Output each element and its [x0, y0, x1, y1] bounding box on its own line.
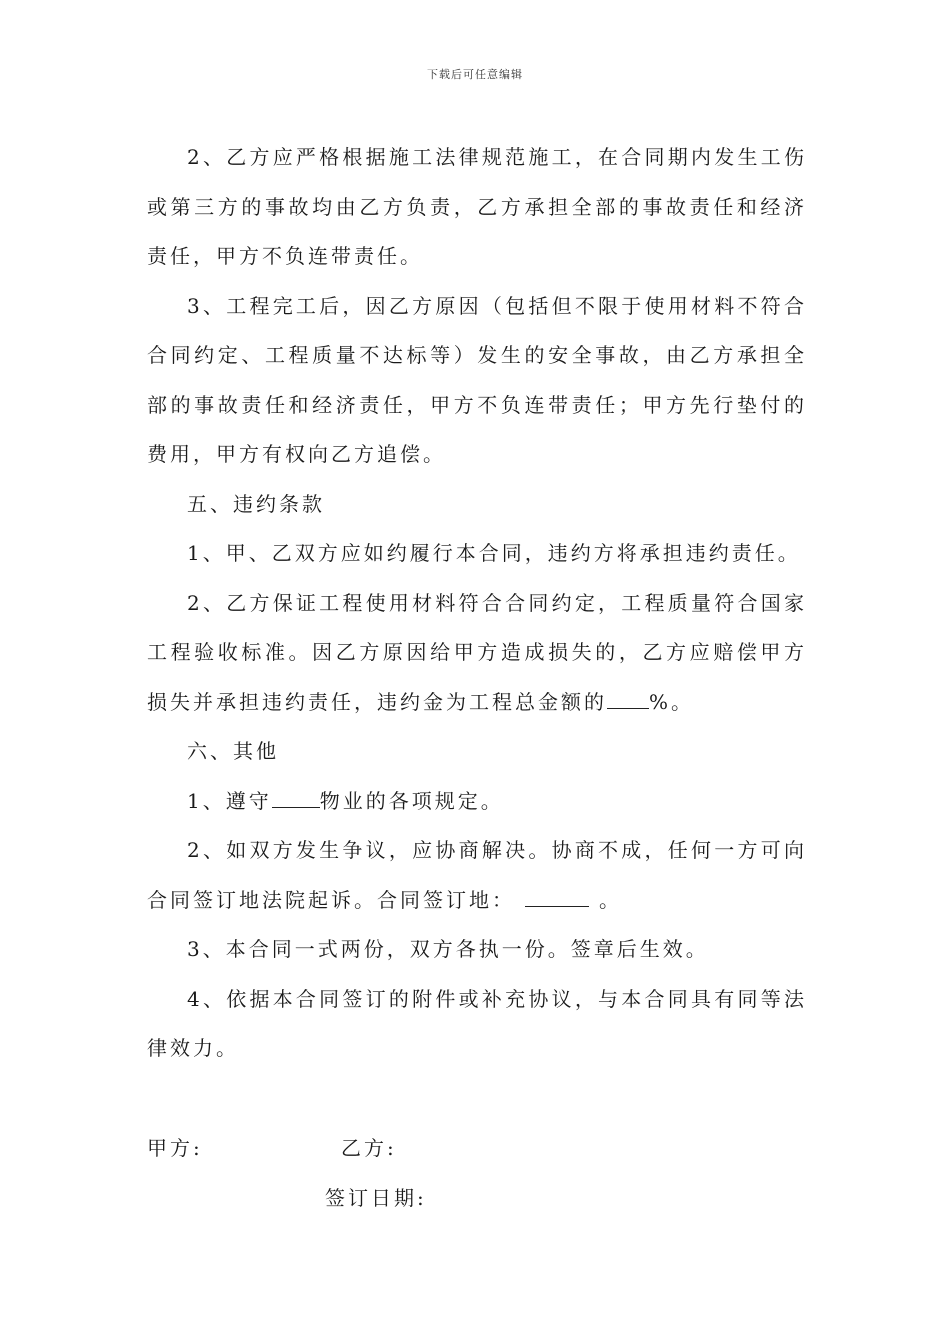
signing-place-blank[interactable]	[525, 884, 589, 907]
clause-text: 物业的各项规定。	[319, 788, 504, 813]
property-name-blank[interactable]	[272, 785, 320, 808]
clause-paragraph	[147, 826, 807, 925]
penalty-percent-blank[interactable]	[607, 686, 649, 709]
clause-paragraph: 3、本合同一式两份，双方各执一份。签章后生效。	[187, 937, 709, 961]
clause-text: 2、如双方发生争议，应协商解决。协商不成，任何一方可向合同签订地法院起诉。合同签订地：	[147, 838, 807, 912]
clause-text: 2、乙方保证工程使用材料符合合同约定，工程质量符合国家工程验收标准。因乙方原因给甲方造成损失的，乙方应赔偿甲方损失并承担违约责任，违约金为工程总金额的	[147, 590, 807, 714]
clause-paragraph	[147, 777, 807, 827]
clause-paragraph: 2、乙方应严格根据施工法律规范施工，在合同期内发生工伤或第三方的事故均由乙方负责，乙方承担全部的事故责任和经济责任，甲方不负连带责任。	[147, 145, 807, 268]
header-note: 下载后可任意编辑	[427, 68, 523, 81]
clause-text: 1、遵守	[187, 788, 272, 813]
party-a-signature-label: 甲方:	[147, 1136, 203, 1160]
clause-paragraph: 3、工程完工后，因乙方原因（包括但不限于使用材料不符合合同约定、工程质量不达标等）发生的安全事故，由乙方承担全部的事故责任和经济责任，甲方不负连带责任；甲方先行垫付的费用，甲方有权向乙方追偿。	[147, 293, 807, 466]
section-heading: 五、违约条款	[187, 491, 325, 516]
clause-text: %。	[649, 689, 695, 714]
signing-date-label: 签订日期:	[325, 1186, 427, 1210]
clause-paragraph: 1、甲、乙双方应如约履行本合同，违约方将承担违约责任。	[187, 541, 801, 565]
clause-paragraph: 4、依据本合同签订的附件或补充协议，与本合同具有同等法律效力。	[147, 986, 807, 1060]
clause-text: 。	[599, 887, 622, 912]
section-heading: 六、其他	[187, 739, 279, 763]
clause-paragraph	[147, 579, 807, 728]
party-b-signature-label: 乙方:	[341, 1136, 397, 1160]
contract-body	[147, 133, 807, 1074]
